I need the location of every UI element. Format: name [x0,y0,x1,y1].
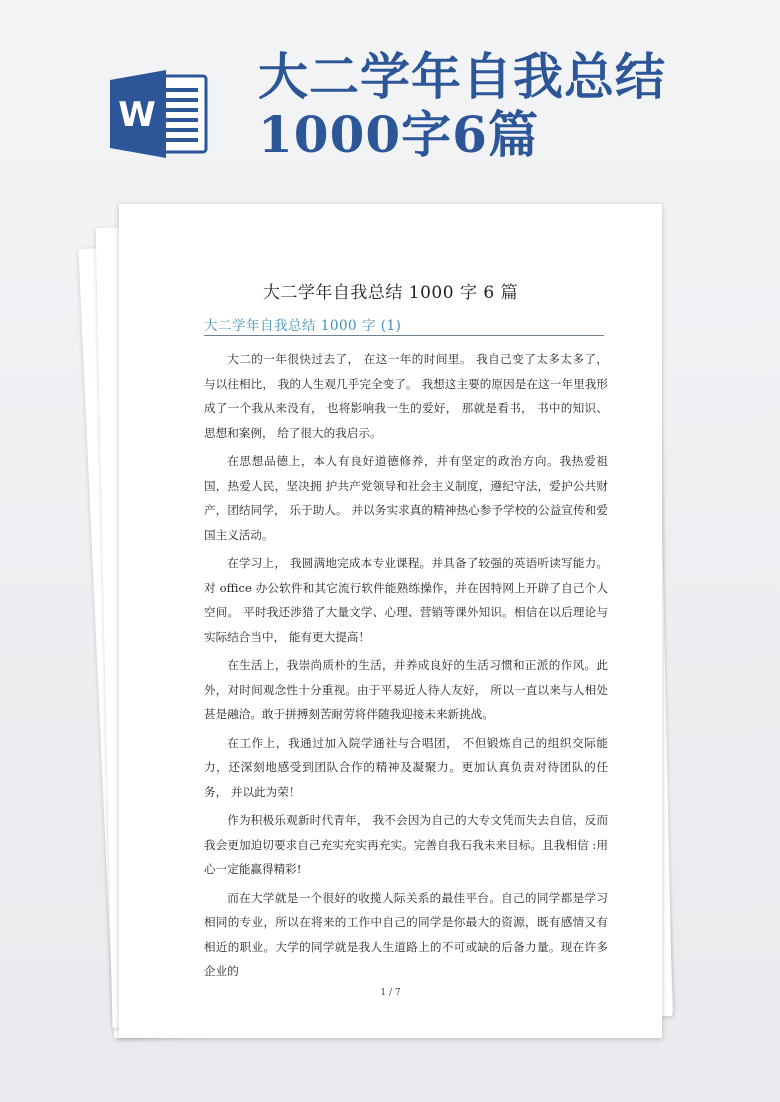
body-paragraph: 而在大学就是一个很好的收揽人际关系的最佳平台。自己的同学都是学习相同的专业，所以在将来的工作中自己的同学是你最大的资源，既有感情又有相近的职业。大学的同学就是我人生道路上的不可或缺的后备力量。现在许多企业的 [204,890,608,978]
body-paragraph: 在工作上，我通过加入院学通社与合唱团， 不但锻炼自己的组织交际能力，还深刻地感受到团队合作的精神及凝聚力。更加认真负责对待团队的任务， 并以此为荣！ [204,735,608,799]
banner-title-line1: 大二学年自我总结 [258,47,666,106]
heading-divider [204,335,604,336]
body-paragraph: 在生活上，我崇尚质朴的生活，并养成良好的生活习惯和正派的作风。此外，对时间观念性十分重视。由于平易近人待人友好， 所以一直以来与人相处甚是融洽。敢于拼搏刻苦耐劳将伴随我迎接未来新挑战。 [204,658,608,721]
document-body [204,347,608,988]
word-document-icon [108,68,208,160]
body-paragraph: 在学习上， 我圆满地完成本专业课程。并具备了较强的英语听读写能力。对 office 办公软件和其它流行软件能熟练操作，并在因特网上开辟了自己个人空间。 平时我还涉猎了大量文学、心理、营销等课外知识。相信在以后理论与实际结合当中， 能有更大提高！ [204,556,608,644]
banner-title [258,48,768,164]
body-paragraph: 作为积极乐观新时代青年， 我不会因为自己的大专文凭而失去自信，反而我会更加迫切要求自己充实充实再充实。完善自我石我未来目标。且我相信 :用心一定能赢得精彩! [204,813,608,876]
document-title: 大二学年自我总结 1000 字 6 篇 [262,283,519,303]
page-number: 1 / 7 [380,988,401,998]
section-heading: 大二学年自我总结 1000 字 (1) [204,318,402,334]
word-icon-letter: W [118,95,156,135]
body-paragraph: 大二的一年很快过去了， 在这一年的时间里。 我自己变了太多太多了， 与以往相比， 我的人生观几乎完全变了。 我想这主要的原因是在这一年里我形成了一个我从来没有， 也将影响我一生的爱好， 那就是看书， 书中的知识、 思想和案例， 给了很大的我启示。 [204,352,608,440]
document-page [119,204,662,1038]
banner-title-line2: 1000字6篇 [258,105,539,164]
body-paragraph: 在思想品德上，本人有良好道德修养，并有坚定的政治方向。我热爱祖国，热爱人民，坚决拥 护共产党领导和社会主义制度，遵纪守法，爱护公共财产，团结同学， 乐于助人。 并以务实求真的精神热心参予学校的公益宣传和爱国主义活动。 [204,454,608,542]
